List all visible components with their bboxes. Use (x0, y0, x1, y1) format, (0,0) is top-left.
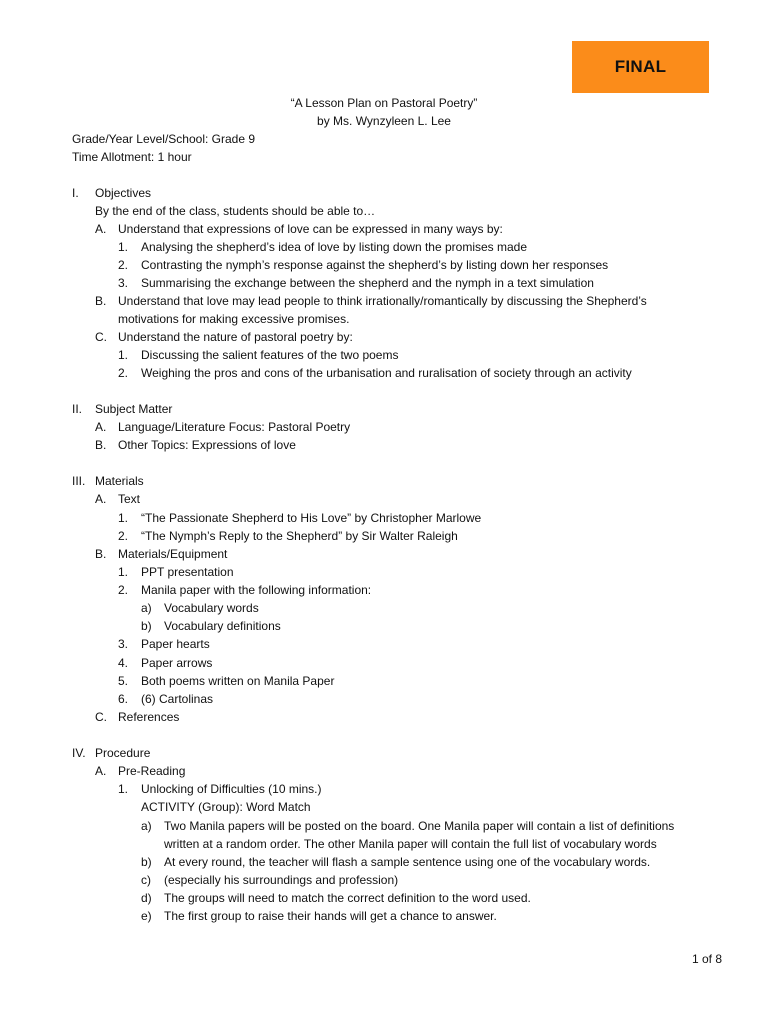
list-marker: 4. (118, 656, 129, 670)
list-item: Summarising the exchange between the shepherd and the nymph in a text simulation (141, 276, 594, 290)
list-item: Vocabulary words (164, 601, 259, 615)
list-marker: b) (141, 855, 152, 869)
list-item: (6) Cartolinas (141, 692, 214, 706)
list-marker: 3. (118, 276, 129, 290)
list-marker: 1. (118, 348, 129, 362)
list-marker: 3. (118, 637, 129, 651)
document-title: “A Lesson Plan on Pastoral Poetry” (290, 96, 478, 110)
list-item-continuation: motivations for making excessive promises. (118, 312, 350, 326)
list-item: The first group to raise their hands will get a chance to answer. (164, 909, 497, 923)
list-marker: A. (95, 492, 107, 506)
list-item: Understand the nature of pastoral poetry by: (118, 330, 353, 344)
list-marker: e) (141, 909, 152, 923)
objectives-intro: By the end of the class, students should be able to… (95, 204, 376, 218)
list-item: Paper hearts (141, 637, 210, 651)
section-heading-subject-matter: Subject Matter (95, 402, 173, 416)
list-marker: 2. (118, 366, 129, 380)
list-item: Analysing the shepherd’s idea of love by listing down the promises made (141, 240, 528, 254)
document-author: by Ms. Wynzyleen L. Lee (317, 114, 451, 128)
list-item: Paper arrows (141, 656, 213, 670)
list-marker: B. (95, 547, 107, 561)
list-item: Discussing the salient features of the two poems (141, 348, 399, 362)
page-number: 1 of 8 (691, 952, 722, 966)
list-marker: C. (95, 330, 107, 344)
list-item: Manila paper with the following information: (141, 583, 372, 597)
list-item: Both poems written on Manila Paper (141, 674, 335, 688)
list-marker: 1. (118, 240, 129, 254)
list-item: (especially his surroundings and profession) (164, 873, 399, 887)
section-heading-materials: Materials (95, 474, 144, 488)
section-heading-objectives: Objectives (95, 186, 152, 200)
list-marker: B. (95, 438, 107, 452)
list-item: Materials/Equipment (118, 547, 228, 561)
list-item: At every round, the teacher will flash a sample sentence using one of the vocabulary words. (164, 855, 651, 869)
list-item: “The Nymph’s Reply to the Shepherd” by Sir Walter Raleigh (141, 529, 458, 543)
list-item: Pre-Reading (118, 764, 186, 778)
list-marker: B. (95, 294, 107, 308)
list-item: Weighing the pros and cons of the urbanisation and ruralisation of society through an activity (141, 366, 632, 380)
list-marker: d) (141, 891, 152, 905)
section-number: II. (72, 402, 83, 416)
list-item: Text (118, 492, 141, 506)
list-marker: 1. (118, 782, 129, 796)
list-item: Language/Literature Focus: Pastoral Poetry (118, 420, 351, 434)
list-item: References (118, 710, 180, 724)
list-marker: 5. (118, 674, 129, 688)
final-badge: FINAL (572, 41, 709, 93)
section-number: IV. (72, 746, 86, 760)
section-number: III. (72, 474, 86, 488)
grade-level: Grade/Year Level/School: Grade 9 (72, 132, 256, 146)
section-number: I. (72, 186, 79, 200)
list-marker: A. (95, 764, 107, 778)
list-marker: C. (95, 710, 107, 724)
list-item: Understand that expressions of love can be expressed in many ways by: (118, 222, 503, 236)
list-marker: A. (95, 222, 107, 236)
list-marker: 1. (118, 511, 129, 525)
list-item: Other Topics: Expressions of love (118, 438, 296, 452)
list-marker: 2. (118, 258, 129, 272)
list-marker: a) (141, 819, 152, 833)
list-item: Understand that love may lead people to think irrationally/romantically by discussing the Shepherd’s (118, 294, 647, 308)
list-item: Vocabulary definitions (164, 619, 281, 633)
section-heading-procedure: Procedure (95, 746, 151, 760)
time-allotment: Time Allotment: 1 hour (72, 150, 192, 164)
list-item: The groups will need to match the correct definition to the word used. (164, 891, 531, 905)
list-marker: a) (141, 601, 152, 615)
list-item: Unlocking of Difficulties (10 mins.) (141, 782, 322, 796)
list-marker: 2. (118, 583, 129, 597)
list-item: PPT presentation (141, 565, 234, 579)
list-item: Contrasting the nymph’s response against the shepherd’s by listing down her responses (141, 258, 609, 272)
list-marker: b) (141, 619, 152, 633)
activity-label: ACTIVITY (Group): Word Match (141, 800, 311, 814)
list-marker: A. (95, 420, 107, 434)
list-marker: 6. (118, 692, 129, 706)
list-marker: 1. (118, 565, 129, 579)
list-marker: 2. (118, 529, 129, 543)
list-item: “The Passionate Shepherd to His Love” by Christopher Marlowe (141, 511, 482, 525)
list-item-continuation: written at a random order. The other Manila paper will contain the full list of vocabulary words (164, 837, 657, 851)
list-item: Two Manila papers will be posted on the board. One Manila paper will contain a list of definitions (164, 819, 675, 833)
list-marker: c) (141, 873, 151, 887)
